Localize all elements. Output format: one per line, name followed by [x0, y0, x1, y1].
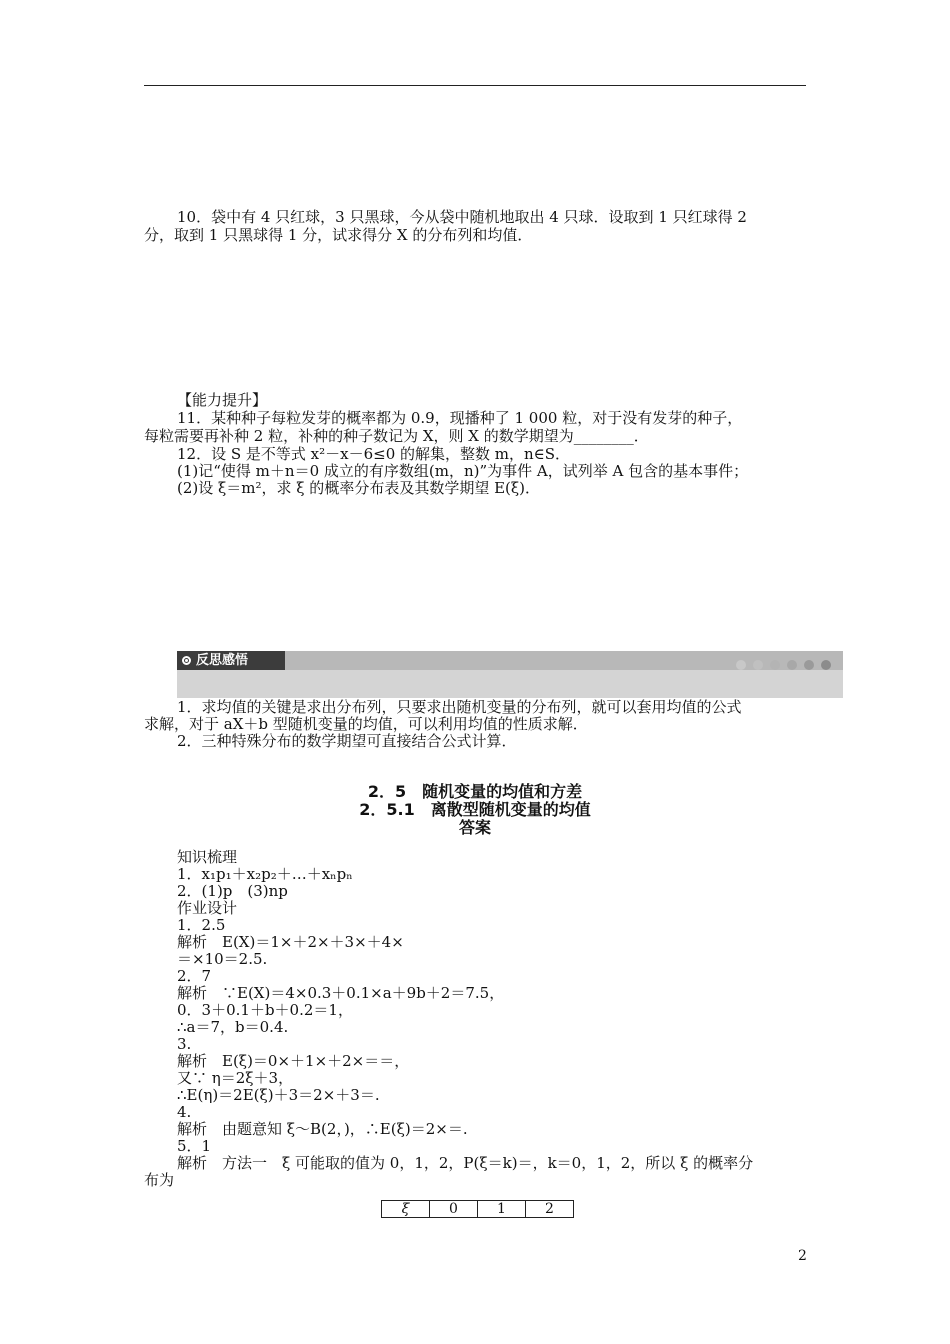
banner-dot-icon	[787, 660, 797, 670]
answer-3-line-2: 又∵ η＝2ξ＋3，	[177, 1069, 294, 1087]
answer-4-analysis: 解析 由题意知 ξ～B(2，)，∴E(ξ)＝2×＝.	[177, 1120, 468, 1138]
page-number: 2	[798, 1248, 807, 1264]
answer-3: 3.	[177, 1035, 192, 1053]
question-12-line-3: (2)设 ξ＝m²，求 ξ 的概率分布表及其数学期望 E(ξ)．	[177, 479, 540, 497]
table-cell: 1	[478, 1201, 526, 1218]
table-cell: 2	[526, 1201, 574, 1218]
homework-heading: 作业设计	[177, 899, 238, 917]
table-row	[382, 1201, 574, 1218]
answer-5: 5．1	[177, 1137, 212, 1155]
banner-dot-icon	[821, 660, 831, 670]
subsection-title: 2．5.1 离散型随机变量的均值	[359, 800, 591, 819]
reflection-line-1: 1．求均值的关键是求出分布列，只要求出随机变量的分布列，就可以套用均值的公式	[177, 698, 742, 716]
answer-3-analysis: 解析 E(ξ)＝0×＋1×＋2×＝＝，	[177, 1052, 410, 1070]
banner-dot-icon	[770, 660, 780, 670]
question-12-line-1: 12．设 S 是不等式 x²－x－6≤0 的解集，整数 m，n∈S．	[177, 445, 571, 463]
question-11-line-2: 每粒需要再补种 2 粒，补种的种子数记为 X，则 X 的数学期望为________．	[144, 427, 649, 445]
banner-dot-icon	[804, 660, 814, 670]
bullet-circle-icon	[182, 656, 191, 665]
question-10-line-1: 10．袋中有 4 只红球，3 只黑球，今从袋中随机地取出 4 只球．设取到 1 只红球得 2	[177, 208, 747, 226]
question-10-line-2: 分，取到 1 只黑球得 1 分，试求得分 X 的分布列和均值．	[144, 226, 533, 244]
table-cell: 0	[430, 1201, 478, 1218]
answer-2: 2．7	[177, 967, 212, 985]
knowledge-line-1: 1．x₁p₁＋x₂p₂＋…＋xₙpₙ	[177, 865, 353, 883]
answer-1-analysis: 解析 E(X)＝1×＋2×＋3×＋4×	[177, 933, 404, 951]
answer-2-line-2: 0．3＋0.1＋b＋0.2＝1，	[177, 1001, 353, 1019]
answer-4: 4.	[177, 1103, 192, 1121]
answer-2-line-3: ∴a＝7，b＝0.4.	[177, 1018, 289, 1036]
answer-5-line-2: 布为	[144, 1171, 175, 1189]
answer-5-analysis: 解析 方法一 ξ 可能取的值为 0，1，2，P(ξ＝k)＝，k＝0，1，2，所以 ξ 的概率分	[177, 1154, 754, 1172]
table-cell: ξ	[382, 1201, 430, 1218]
banner-strip	[177, 651, 843, 670]
question-11-line-1: 11．某种种子每粒发芽的概率都为 0.9，现播种了 1 000 粒，对于没有发芽的种子，	[177, 409, 743, 427]
reflection-line-2: 求解，对于 aX＋b 型随机变量的均值，可以利用均值的性质求解．	[144, 715, 588, 733]
answer-3-line-3: ∴E(η)＝2E(ξ)＋3＝2×＋3＝.	[177, 1086, 380, 1104]
reflection-line-3: 2．三种特殊分布的数学期望可直接结合公式计算．	[177, 732, 517, 750]
answer-1: 1．2.5	[177, 916, 226, 934]
answer-2-analysis: 解析 ∵E(X)＝4×0.3＋0.1×a＋9b＋2＝7.5，	[177, 984, 505, 1002]
section-ability-heading: 【能力提升】	[177, 391, 268, 409]
banner-dots	[729, 655, 831, 674]
distribution-table	[381, 1200, 574, 1218]
knowledge-heading: 知识梳理	[177, 848, 238, 866]
knowledge-line-2: 2．(1)p (3)np	[177, 882, 288, 900]
section-title: 2．5 随机变量的均值和方差	[367, 782, 583, 801]
question-12-line-2: (1)记“使得 m＋n＝0 成立的有序数组(m，n)”为事件 A，试列举 A 包含的基本事件；	[177, 462, 749, 480]
banner-dot-icon	[753, 660, 763, 670]
answers-title: 答案	[458, 818, 491, 837]
header-rule	[144, 85, 806, 86]
answer-1-result: ＝×10＝2.5.	[177, 950, 268, 968]
banner-label: 反思感悟	[196, 653, 249, 668]
reflection-banner	[177, 651, 843, 698]
banner-tab	[177, 651, 285, 670]
banner-dot-icon	[736, 660, 746, 670]
